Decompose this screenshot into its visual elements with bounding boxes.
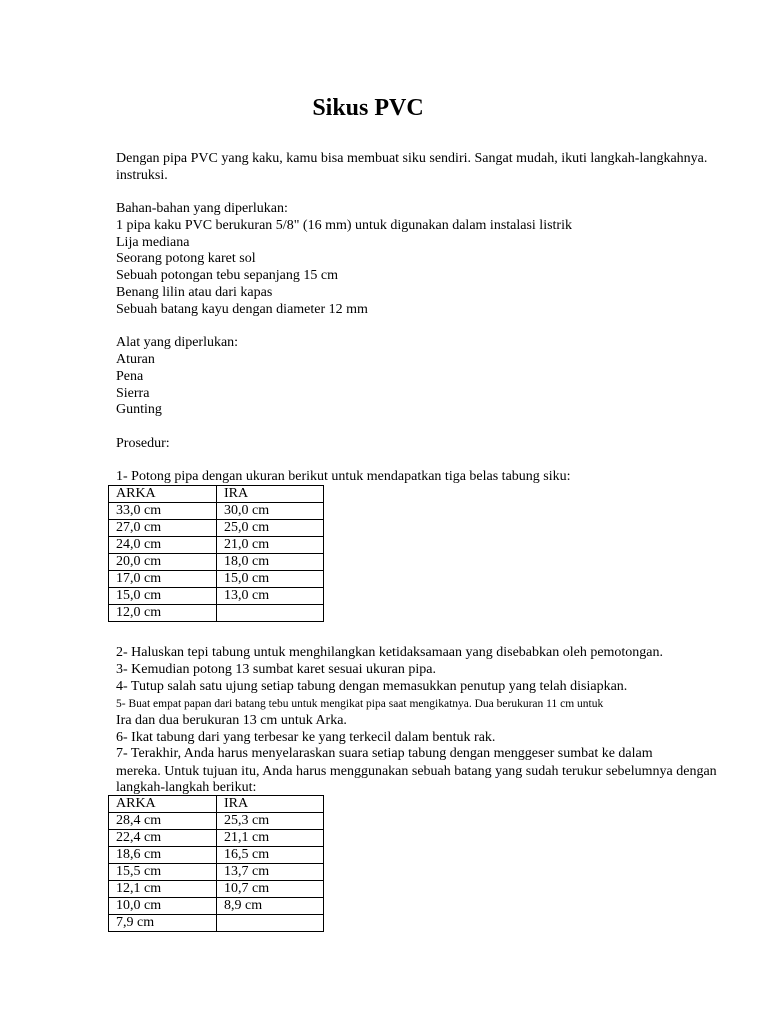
material-item: 1 pipa kaku PVC berukuran 5/8" (16 mm) untuk digunakan dalam instalasi listrik bbox=[116, 218, 572, 233]
table-row bbox=[109, 898, 324, 915]
table-cell: 15,0 cm bbox=[217, 571, 324, 588]
table-cell: 33,0 cm bbox=[109, 503, 217, 520]
table-cell: 10,7 cm bbox=[217, 881, 324, 898]
tool-item: Gunting bbox=[116, 402, 162, 417]
document-title: Sikus PVC bbox=[312, 95, 424, 121]
intro-line: instruksi. bbox=[116, 168, 168, 183]
table-cell: 16,5 cm bbox=[217, 847, 324, 864]
table-cell: 18,0 cm bbox=[217, 554, 324, 571]
table-header-ira: IRA bbox=[217, 796, 324, 813]
table-cell: 28,4 cm bbox=[109, 813, 217, 830]
table-cell: 21,1 cm bbox=[217, 830, 324, 847]
table-row bbox=[109, 813, 324, 830]
cut-lengths-table bbox=[108, 485, 324, 622]
table-row bbox=[109, 830, 324, 847]
procedure-heading: Prosedur: bbox=[116, 436, 170, 451]
table-cell: 8,9 cm bbox=[217, 898, 324, 915]
table-header-row bbox=[109, 486, 324, 503]
table-cell: 12,0 cm bbox=[109, 605, 217, 622]
tools-heading: Alat yang diperlukan: bbox=[116, 335, 239, 350]
procedure-step: 3- Kemudian potong 13 sumbat karet sesuai ukuran pipa. bbox=[116, 662, 436, 677]
tool-item: Pena bbox=[116, 369, 144, 384]
material-item: Sebuah batang kayu dengan diameter 12 mm bbox=[116, 302, 368, 317]
procedure-step: 4- Tutup salah satu ujung setiap tabung dengan memasukkan penutup yang telah disiapkan. bbox=[116, 679, 628, 694]
material-item: Seorang potong karet sol bbox=[116, 251, 256, 266]
table-row bbox=[109, 520, 324, 537]
procedure-step: 1- Potong pipa dengan ukuran berikut untuk mendapatkan tiga belas tabung siku: bbox=[116, 469, 571, 484]
table-cell: 25,0 cm bbox=[217, 520, 324, 537]
table-cell: 25,3 cm bbox=[217, 813, 324, 830]
material-item: Sebuah potongan tebu sepanjang 15 cm bbox=[116, 268, 339, 283]
table-row bbox=[109, 503, 324, 520]
table-row bbox=[109, 571, 324, 588]
table-row bbox=[109, 554, 324, 571]
procedure-step: Ira dan dua berukuran 13 cm untuk Arka. bbox=[116, 713, 347, 728]
procedure-step: 7- Terakhir, Anda harus menyelaraskan suara setiap tabung dengan menggeser sumbat ke dalam bbox=[116, 746, 653, 761]
table-row bbox=[109, 847, 324, 864]
table-header-row bbox=[109, 796, 324, 813]
table-cell: 15,0 cm bbox=[109, 588, 217, 605]
table-header-arka: ARKA bbox=[109, 796, 217, 813]
table-cell: 20,0 cm bbox=[109, 554, 217, 571]
table-row bbox=[109, 864, 324, 881]
material-item: Benang lilin atau dari kapas bbox=[116, 285, 273, 300]
table-header-arka: ARKA bbox=[109, 486, 217, 503]
materials-heading: Bahan-bahan yang diperlukan: bbox=[116, 201, 288, 216]
tool-item: Aturan bbox=[116, 352, 155, 367]
material-item: Lija mediana bbox=[116, 235, 190, 250]
intro-line: Dengan pipa PVC yang kaku, kamu bisa membuat siku sendiri. Sangat mudah, ikuti langkah-langkahnya. bbox=[116, 151, 708, 166]
table-row bbox=[109, 881, 324, 898]
table-row bbox=[109, 588, 324, 605]
procedure-step: 2- Haluskan tepi tabung untuk menghilangkan ketidaksamaan yang disebabkan oleh pemotongan. bbox=[116, 645, 664, 660]
procedure-step: 5- Buat empat papan dari batang tebu untuk mengikat pipa saat mengikatnya. Dua berukuran 11 cm untuk bbox=[116, 698, 604, 710]
table-cell bbox=[217, 605, 324, 622]
table-row bbox=[109, 915, 324, 932]
procedure-step: mereka. Untuk tujuan itu, Anda harus menggunakan sebuah batang yang sudah terukur sebelumnya dengan bbox=[116, 764, 717, 779]
table-cell: 30,0 cm bbox=[217, 503, 324, 520]
table-cell: 21,0 cm bbox=[217, 537, 324, 554]
table-cell: 24,0 cm bbox=[109, 537, 217, 554]
table-cell: 12,1 cm bbox=[109, 881, 217, 898]
procedure-step: 6- Ikat tabung dari yang terbesar ke yang terkecil dalam bentuk rak. bbox=[116, 730, 496, 745]
table-cell: 27,0 cm bbox=[109, 520, 217, 537]
table-cell: 18,6 cm bbox=[109, 847, 217, 864]
procedure-step: langkah-langkah berikut: bbox=[116, 780, 257, 795]
table-cell: 22,4 cm bbox=[109, 830, 217, 847]
table-cell: 17,0 cm bbox=[109, 571, 217, 588]
table-row bbox=[109, 605, 324, 622]
table-cell: 13,7 cm bbox=[217, 864, 324, 881]
table-cell bbox=[217, 915, 324, 932]
tool-item: Sierra bbox=[116, 386, 150, 401]
tuning-lengths-table bbox=[108, 795, 324, 932]
table-cell: 10,0 cm bbox=[109, 898, 217, 915]
table-row bbox=[109, 537, 324, 554]
table-cell: 13,0 cm bbox=[217, 588, 324, 605]
table-cell: 15,5 cm bbox=[109, 864, 217, 881]
table-cell: 7,9 cm bbox=[109, 915, 217, 932]
table-header-ira: IRA bbox=[217, 486, 324, 503]
